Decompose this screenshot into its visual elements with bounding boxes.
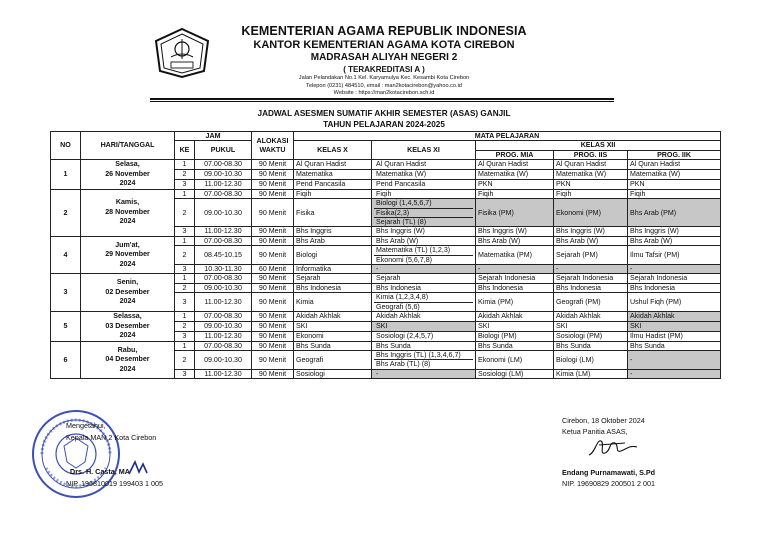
kelas-xi-subject-line: Bhs Arab (TL) (8) [374,359,473,368]
day-date-year: 2024 [119,297,136,306]
day-date-date: 04 Desember [105,355,150,364]
col-prog-iik: PROG. IIK [628,150,721,159]
kelas-xii-iik-subject: - [628,369,721,378]
letterhead [214,24,554,98]
kelas-xii-mia-subject: SKI [476,321,554,331]
kelas-xi-subject [372,293,476,312]
document-title [214,108,554,130]
session-time: 08.45-10.15 [195,246,252,265]
session-number: 1 [175,236,195,245]
session-time: 07.00-08.30 [195,274,252,283]
time-allocation: 60 Menit [252,264,294,273]
session-number: 1 [175,274,195,283]
kelas-xii-mia-subject: Fisika (PM) [476,199,554,227]
session-number: 2 [175,199,195,227]
time-allocation: 90 Menit [252,341,294,350]
time-allocation: 90 Menit [252,312,294,322]
day-date [81,236,175,274]
sign-left-name: Drs. H. Casta, MA [70,467,130,476]
time-allocation: 90 Menit [252,293,294,312]
exam-schedule-table [50,131,721,379]
office-title: KANTOR KEMENTERIAN AGAMA KOTA CIREBON [253,39,515,51]
kelas-xii-iis-subject: - [554,264,628,273]
session-number: 2 [175,246,195,265]
schedule-body [51,160,721,379]
day-number: 5 [51,312,81,342]
kelas-x-subject: Akidah Akhlak [294,312,372,322]
kelas-xii-iik-subject: Akidah Akhlak [628,312,721,322]
sign-right-position: Ketua Panitia ASAS, [562,427,628,436]
kelas-xi-subject [372,160,476,170]
kelas-xi-subject-line: Bhs Inggris (TL) (1,3,4,6,7) [376,350,461,359]
kelas-xi-subject [372,236,476,245]
kelas-xi-subject-line: Bhs Inggris (W) [376,227,425,236]
kelas-xii-iis-subject: Bhs Sunda [554,341,628,350]
kelas-xi-subject-line: Bhs Indonesia [376,283,421,292]
day-number: 1 [51,160,81,190]
day-date-year: 2024 [119,331,136,339]
kelas-x-subject: Sejarah [294,274,372,283]
kelas-xii-iis-subject: Ekonomi (PM) [554,199,628,227]
day-date-day: Jum'at, [115,240,140,249]
kelas-xii-mia-subject: Kimia (PM) [476,293,554,312]
committee-signature [585,433,640,461]
col-jam: JAM [175,132,252,141]
session-time: 07.00-08.30 [195,312,252,322]
kelas-xii-iik-subject: Ushul Fiqh (PM) [628,293,721,312]
day-date-day: Kamis, [115,198,140,207]
session-time: 09.00-10.30 [195,283,252,292]
day-date-year: 2024 [119,217,136,226]
title-line-1: JADWAL ASESMEN SUMATIF AKHIR SEMESTER (ASAS) GANJIL [257,109,511,118]
kelas-xii-iik-subject: Bhs Indonesia [628,283,721,292]
time-allocation: 90 Menit [252,160,294,170]
contact: Telepon (0231) 484510, email : man2kotacirebon@yahoo.co.id [306,82,462,89]
session-time: 11.00-12.30 [195,227,252,236]
session-number: 3 [175,293,195,312]
col-prog-mia: PROG. MIA [476,150,554,159]
session-number: 1 [175,312,195,322]
sign-right-name: Endang Purnamawati, S.Pd [562,468,656,477]
table-row [51,312,721,322]
day-date-day: Selassa, [113,312,142,320]
kelas-x-subject: Bhs Indonesia [294,283,372,292]
session-time: 11.00-12.30 [195,331,252,341]
kelas-x-subject: Fisika [294,199,372,227]
time-allocation: 90 Menit [252,227,294,236]
kelas-xi-subject [372,341,476,350]
col-kelas-xi: KELAS XI [372,141,476,160]
session-time: 11.00-12.30 [195,293,252,312]
table-row [51,160,721,170]
kelas-xi-subject [372,321,476,331]
title-line-2: TAHUN PELAJARAN 2024-2025 [323,120,445,129]
kelas-xi-subject-line: - [376,264,379,273]
col-kelas-xii: KELAS XII [476,141,721,150]
kelas-xii-mia-subject: Matematika (W) [476,170,554,180]
time-allocation: 90 Menit [252,321,294,331]
header-rule-thin [150,101,614,102]
day-date [81,189,175,236]
time-allocation: 90 Menit [252,274,294,283]
kelas-xi-subject [372,246,476,265]
kelas-xi-subject-line: Pend Pancasila [376,180,426,189]
session-number: 2 [175,170,195,180]
session-time: 09.00-10.30 [195,170,252,180]
kemenag-logo [153,27,211,79]
kelas-x-subject: Pend Pancasila [294,179,372,189]
col-hari: HARI/TANGGAL [81,132,175,160]
kelas-xii-iis-subject: Biologi (LM) [554,350,628,369]
session-time: 07.00-08.30 [195,189,252,198]
kelas-xii-iik-subject: SKI [628,321,721,331]
col-pukul: PUKUL [195,141,252,160]
kelas-xii-iis-subject: Bhs Indonesia [554,283,628,292]
sign-left-position: Kepala MAN 2 Kota Cirebon [66,432,157,442]
kelas-xii-mia-subject: Bhs Indonesia [476,283,554,292]
kelas-xi-subject-line: SKI [376,322,388,331]
session-number: 1 [175,160,195,170]
kelas-xi-subject [372,312,476,322]
day-date-date: 28 November [105,207,150,216]
header-rule-thick [150,98,614,100]
time-allocation: 90 Menit [252,369,294,378]
time-allocation: 90 Menit [252,179,294,189]
kelas-xii-iik-subject: Sejarah Indonesia [628,274,721,283]
col-alokasi-line1: ALOKASI [256,136,289,145]
time-allocation: 90 Menit [252,283,294,292]
kelas-xi-subject-line: Fisika(2,3) [374,208,473,217]
col-prog-iis: PROG. IIS [554,150,628,159]
ministry-title: KEMENTERIAN AGAMA REPUBLIK INDONESIA [241,24,527,38]
day-date-year: 2024 [119,259,136,268]
kelas-xii-iik-subject: Bhs Sunda [628,341,721,350]
kelas-xii-iik-subject: Bhs Arab (PM) [628,199,721,227]
kelas-xii-mia-subject: Al Quran Hadist [476,160,554,170]
session-time: 11.00-12.30 [195,179,252,189]
time-allocation: 90 Menit [252,236,294,245]
kelas-xi-subject-line: Biologi (1,4,5,6,7) [376,199,432,208]
time-allocation: 90 Menit [252,170,294,180]
kelas-xii-mia-subject: Ekonomi (LM) [476,350,554,369]
sign-right-nip: NIP. 19690829 200501 2 001 [562,479,655,488]
kelas-xi-subject-line: Akidah Akhlak [376,312,421,321]
session-time: 09.00-10.30 [195,350,252,369]
kelas-xii-iis-subject: Matematika (W) [554,170,628,180]
col-no: NO [51,132,81,160]
kelas-x-subject: Biologi [294,246,372,265]
kelas-xi-subject [372,264,476,273]
session-time: 11.00-12.30 [195,369,252,378]
kelas-xi-subject [372,199,476,227]
kelas-xi-subject [372,227,476,236]
session-number: 2 [175,350,195,369]
session-time: 07.00-08.30 [195,341,252,350]
kelas-xi-subject-line: Al Quran Hadist [376,160,427,169]
kelas-xii-iis-subject: Sejarah (PM) [554,246,628,265]
time-allocation: 90 Menit [252,199,294,227]
kelas-xii-mia-subject: Bhs Inggris (W) [476,227,554,236]
kelas-xi-subject [372,283,476,292]
kelas-x-subject: Informatika [294,264,372,273]
time-allocation: 90 Menit [252,189,294,198]
sign-left-nip: NIP. 196810019 199403 1 005 [66,478,163,488]
sign-left-acknowledge: Mengetahui, [66,421,106,430]
session-time: 09.00-10.30 [195,199,252,227]
kelas-xi-subject-line: Ekonomi (5,6,7,8) [374,255,473,264]
day-date-day: Rabu, [117,345,138,354]
kelas-xii-iis-subject: SKI [554,321,628,331]
kelas-xii-iis-subject: Fiqih [554,189,628,198]
time-allocation: 90 Menit [252,331,294,341]
day-number: 3 [51,274,81,312]
kelas-xii-iik-subject: Al Quran Hadist [628,160,721,170]
table-row [51,189,721,198]
school-name: MADRASAH ALIYAH NEGERI 2 [310,52,458,63]
session-number: 3 [175,369,195,378]
kelas-xi-subject-line: Sejarah [376,274,401,283]
day-date-year: 2024 [119,364,136,373]
kelas-xii-mia-subject: PKN [476,179,554,189]
kelas-xii-iik-subject: Matematika (W) [628,170,721,180]
col-alokasi [252,132,294,160]
kelas-xii-iis-subject: Akidah Akhlak [554,312,628,322]
kelas-xii-mia-subject: - [476,264,554,273]
kelas-xii-iis-subject: Sejarah Indonesia [554,274,628,283]
kelas-x-subject: Geografi [294,350,372,369]
session-number: 2 [175,321,195,331]
kelas-xii-mia-subject: Biologi (PM) [476,331,554,341]
kelas-xii-iis-subject: Geografi (PM) [554,293,628,312]
kelas-xii-iik-subject: - [628,264,721,273]
kelas-xii-iis-subject: Sosiologi (PM) [554,331,628,341]
kelas-xii-iis-subject: Kimia (LM) [554,369,628,378]
session-time: 10.30-11.30 [195,264,252,273]
session-time: 09.00-10.30 [195,321,252,331]
session-number: 3 [175,179,195,189]
day-number: 4 [51,236,81,274]
kelas-xii-iis-subject: Al Quran Hadist [554,160,628,170]
day-date [81,274,175,312]
day-number: 6 [51,341,81,379]
kelas-xi-subject-line: - [376,369,379,378]
kelas-xi-subject-line: Fiqih [376,189,392,198]
day-date-date: 26 November [105,169,150,178]
kelas-xii-mia-subject: Bhs Sunda [476,341,554,350]
kelas-xi-subject-line: Sejarah (TL) (8) [374,217,473,226]
address: Jalan Pelandakan No.1 Kel. Karyamulya Kec. Kesambi Kota Cirebon [298,75,470,81]
kelas-xi-subject-line: Geografi (5,6) [374,302,473,311]
day-date [81,341,175,379]
kelas-xi-subject [372,369,476,378]
session-number: 3 [175,264,195,273]
kelas-xii-iis-subject: Bhs Arab (W) [554,236,628,245]
col-mapel: MATA PELAJARAN [294,132,721,141]
session-number: 2 [175,283,195,292]
website: Website : https://man2kotacirebon.sch.id [333,90,435,96]
principal-signature [117,456,172,478]
kelas-xii-iik-subject: Ilmu Hadist (PM) [628,331,721,341]
session-time: 07.00-08.30 [195,160,252,170]
sign-right-date: Cirebon, 18 Oktober 2024 [562,416,645,425]
kelas-xi-subject [372,331,476,341]
session-number: 1 [175,189,195,198]
session-number: 3 [175,331,195,341]
day-date-date: 03 Desember [105,321,150,330]
kelas-xi-subject [372,350,476,369]
day-date-day: Senin, [116,278,139,287]
kelas-x-subject: Ekonomi [294,331,372,341]
day-date-day: Selasa, [115,160,140,169]
kelas-xi-subject-line: Matematika (W) [376,170,427,179]
kelas-xii-mia-subject: Fiqih [476,189,554,198]
kelas-xii-iik-subject: Bhs Inggris (W) [628,227,721,236]
col-ke: KE [175,141,195,160]
col-alokasi-line2: WAKTU [259,145,286,154]
kelas-xii-mia-subject: Sejarah Indonesia [476,274,554,283]
col-kelas-x: KELAS X [294,141,372,160]
kelas-xii-iik-subject: Ilmu Tafsir (PM) [628,246,721,265]
kelas-x-subject: Al Quran Hadist [294,160,372,170]
table-row [51,341,721,350]
day-date [81,312,175,342]
kelas-xii-iik-subject: PKN [628,179,721,189]
kelas-xi-subject [372,189,476,198]
kelas-xi-subject-line: Sosiologi (2,4,5,7) [376,331,434,340]
kelas-xi-subject-line: Bhs Sunda [376,341,411,350]
kelas-xi-subject [372,179,476,189]
day-date-date: 02 Desember [105,287,150,296]
time-allocation: 90 Menit [252,350,294,369]
kelas-xii-mia-subject: Akidah Akhlak [476,312,554,322]
table-row [51,274,721,283]
day-date-date: 29 November [105,250,150,259]
day-number: 2 [51,189,81,236]
kelas-xi-subject-line: Matematika (TL) (1,2,3) [376,246,451,255]
kelas-x-subject: SKI [294,321,372,331]
day-date-year: 2024 [119,179,136,188]
kelas-xi-subject-line: Bhs Arab (W) [376,236,419,245]
kelas-xii-mia-subject: Sosiologi (LM) [476,369,554,378]
session-number: 3 [175,227,195,236]
accreditation: ( TERAKREDITASI A ) [343,65,425,74]
kelas-xii-iis-subject: PKN [554,179,628,189]
kelas-xii-iis-subject: Bhs Inggris (W) [554,227,628,236]
kelas-xii-iik-subject: Bhs Arab (W) [628,236,721,245]
kelas-xi-subject [372,170,476,180]
principal-signature-block [66,420,266,489]
kelas-xii-iik-subject: Fiqih [628,189,721,198]
kelas-x-subject: Bhs Inggris [294,227,372,236]
time-allocation: 90 Menit [252,246,294,265]
day-date [81,160,175,190]
kelas-x-subject: Bhs Arab [294,236,372,245]
session-number: 1 [175,341,195,350]
session-time: 07.00-08.30 [195,236,252,245]
kelas-x-subject: Matematika [294,170,372,180]
kelas-x-subject: Fiqih [294,189,372,198]
kelas-xii-iik-subject: - [628,350,721,369]
kelas-xii-mia-subject: Bhs Arab (W) [476,236,554,245]
kelas-x-subject: Sosiologi [294,369,372,378]
kelas-xi-subject [372,274,476,283]
kelas-xii-mia-subject: Matematika (PM) [476,246,554,265]
kelas-xi-subject-line: Kimia (1,2,3,4,8) [376,293,429,302]
kelas-x-subject: Kimia [294,293,372,312]
table-row [51,236,721,245]
kelas-x-subject: Bhs Sunda [294,341,372,350]
